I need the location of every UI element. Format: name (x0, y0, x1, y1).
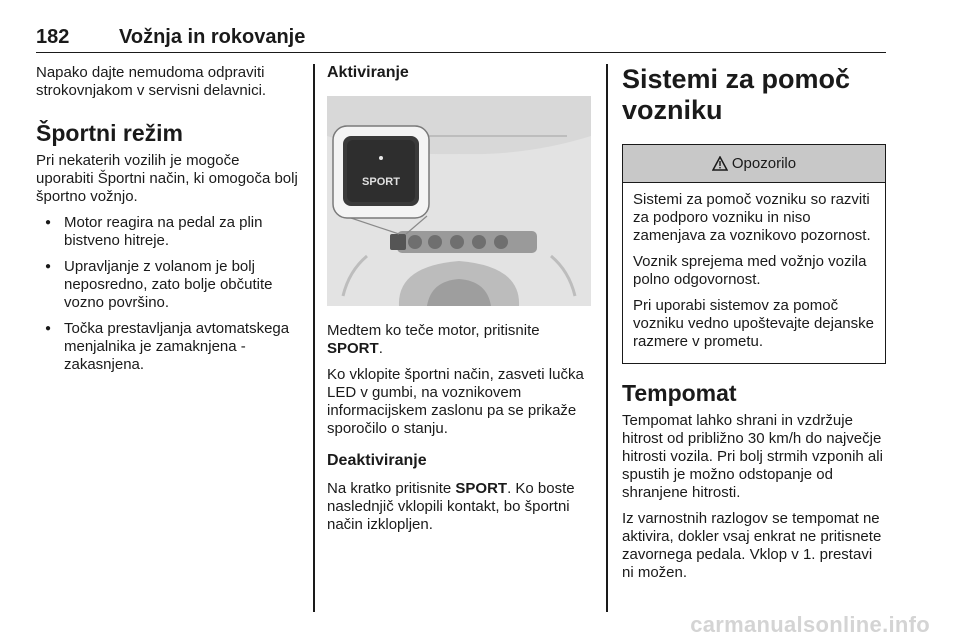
subheading-activate: Aktiviranje (327, 64, 409, 81)
deactivate-text-end: . Ko boste naslednjič vklopili kontakt, bo športni način izklopljen. (327, 480, 575, 533)
warning-box (622, 144, 886, 364)
deactivate-text: Na kratko pritisnite (327, 480, 452, 497)
warning-paragraph: Sistemi za pomoč vozniku so razviti za podporo vozniku in niso zamenjava za voznikovo pozornost. (633, 191, 871, 244)
section-heading-sport-mode: Športni režim (36, 120, 183, 146)
deactivate-paragraph (327, 480, 591, 534)
activate-text-end: . (378, 340, 383, 357)
page-number: 182 (36, 26, 70, 48)
cruise-control-safety-paragraph: Iz varnostnih razlogov se tempomat ne aktivira, dokler vsaj enkrat ne pritisnete zavornega pedala. Vklop v 1. prestavi ni možen. (622, 510, 882, 581)
column-divider (313, 64, 315, 612)
section-heading-driver-assistance: Sistemi za pomoč vozniku (622, 64, 851, 125)
warning-body (623, 183, 885, 363)
warning-paragraph: Pri uporabi sistemov za pomoč vozniku vedno upoštevajte dejanske razmere v prometu. (633, 297, 874, 350)
watermark: carmanualsonline.info (690, 612, 930, 637)
sport-button-label: SPORT (362, 176, 400, 188)
activate-paragraph (327, 322, 591, 358)
running-title: Vožnja in rokovanje (119, 26, 306, 48)
subheading-deactivate: Deaktiviranje (327, 452, 427, 469)
column-1 (36, 64, 300, 382)
led-paragraph: Ko vklopite športni način, zasveti lučka LED v gumbi, na voznikovem informacijskem zaslonu pa se prikaže sporočilo o stanju. (327, 366, 584, 437)
warning-title: Opozorilo (731, 154, 797, 172)
column-3 (622, 64, 886, 590)
bullet-item: ● Motor reagira na pedal za plin bistveno hitreje. (36, 214, 300, 250)
sport-button-illustration (327, 96, 591, 306)
bullet-item: ● Upravljanje z volanom je bolj neposredno, zato bolje občutite vozno površino. (36, 258, 300, 312)
sport-key: SPORT (455, 480, 508, 497)
warning-paragraph: Voznik sprejema med vožnjo vozila polno odgovornost. (633, 253, 867, 288)
console-drawing (327, 96, 591, 306)
bullet-item: ● Točka prestavljanja avtomatskega menjalnika je zamaknjena - zakasnjena. (36, 320, 300, 374)
warning-triangle-icon (712, 156, 728, 171)
sport-key: SPORT (327, 340, 379, 357)
cruise-control-paragraph: Tempomat lahko shrani in vzdržuje hitrost od približno 30 km/h do največje hitrosti vozila. Pri bolj strmih vzponih ali spustih je možno odstopanje od shranjene hitrosti. (622, 412, 883, 501)
sport-mode-paragraph: Pri nekaterih vozilih je mogoče uporabiti Športni način, ki omogoča bolj športno vožnjo. (36, 152, 298, 205)
intro-paragraph: Napako dajte nemudoma odpraviti strokovnjakom v servisni delavnici. (36, 64, 267, 99)
sport-mode-bullet-list (36, 214, 300, 374)
activate-text: Medtem ko teče motor, pritisnite (327, 322, 540, 339)
page-header (36, 26, 886, 53)
section-heading-cruise-control: Tempomat (622, 380, 737, 406)
column-divider (606, 64, 608, 612)
warning-header (623, 145, 885, 183)
column-2 (327, 64, 591, 542)
